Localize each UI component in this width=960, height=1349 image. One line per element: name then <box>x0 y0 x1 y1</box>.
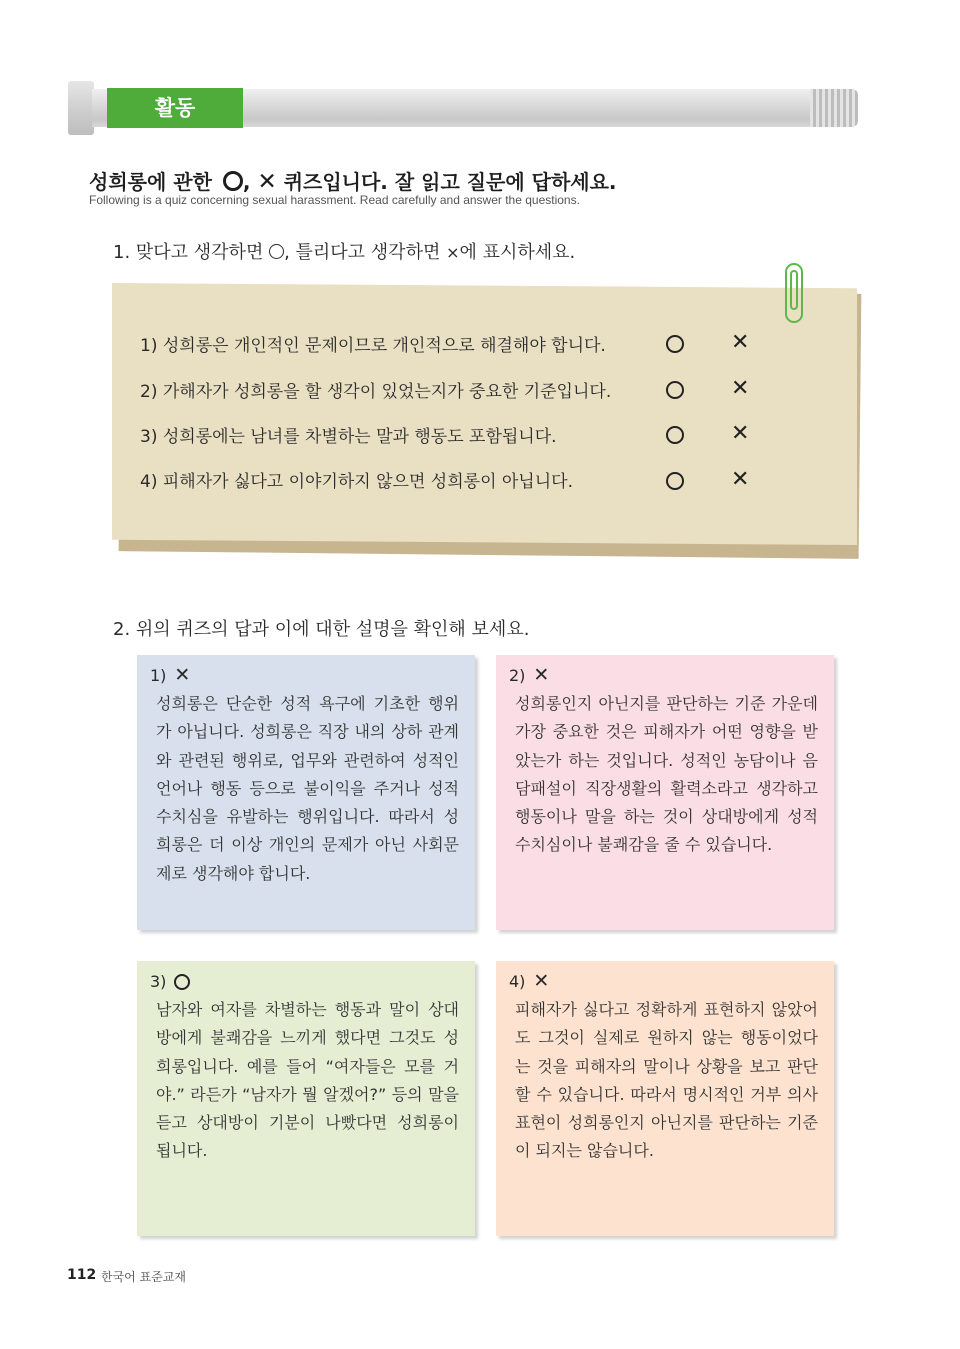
quiz-item-4: 4) 피해자가 싫다고 이야기하지 않으면 성희롱이 아닙니다. <box>140 472 573 492</box>
o-mark-icon <box>174 974 190 990</box>
question-1-before: 1. 맞다고 생각하면 <box>113 242 264 263</box>
answer-x-option-1[interactable]: ✕ <box>731 330 750 355</box>
answer-card-1-text: 성희롱은 단순한 성적 욕구에 기초한 행위가 아닙니다. 성희롱은 직장 내의 상하 관계와 관련된 행위로, 업무와 관련하여 성적인 언어나 행동 등으로 불이익을 주거나 성적 수치심을 유발하는 행위입니다. 따라서 성희롱은 더 이상 개인의 문제가 아닌 사회문제로 생각해야 합니다. <box>156 694 459 883</box>
answer-number: 4) <box>509 972 526 991</box>
book-title: 한국어 표준교재 <box>101 1270 186 1284</box>
answer-card-2-text: 성희롱인지 아닌지를 판단하는 기준 가운데 가장 중요한 것은 피해자가 어떤 영향을 받았는가 하는 것입니다. 성적인 농담이나 음담패설이 직장생활의 활력소라고 생각하고 행동이나 말을 하는 것이 상대방에게 성적 수치심이나 불쾌감을 줄 수 있습니다. <box>515 694 818 855</box>
answer-number: 2) <box>509 666 526 685</box>
answer-number: 3) <box>150 972 167 991</box>
section-subtitle-english: Following is a quiz concerning sexual harassment. Read carefully and answer the questions. <box>89 193 580 207</box>
question-2: 2. 위의 퀴즈의 답과 이에 대한 설명을 확인해 보세요. <box>113 619 530 640</box>
answer-o-option-1[interactable] <box>666 335 684 353</box>
answer-card-4-header <box>509 972 549 991</box>
circle-symbol-icon <box>223 171 243 191</box>
answer-o-option-2[interactable] <box>666 381 684 399</box>
section-title: 성희롱에 관한 , ✕ 퀴즈입니다. 잘 읽고 질문에 답하세요. <box>89 169 617 195</box>
quiz-item-2: 2) 가해자가 성희롱을 할 생각이 있었는지가 중요한 기준입니다. <box>140 382 612 402</box>
title-part-2: 퀴즈입니다. 잘 읽고 질문에 답하세요. <box>283 170 617 194</box>
cross-symbol-icon: × <box>446 243 460 262</box>
answer-o-option-4[interactable] <box>666 472 684 490</box>
question-1-after: 에 표시하세요. <box>459 242 576 263</box>
answer-card-2-header <box>509 666 549 685</box>
answer-x-option-3[interactable]: ✕ <box>731 421 750 446</box>
question-1-middle: , 틀리다고 생각하면 <box>284 242 441 263</box>
answer-card-4-text: 피해자가 싫다고 정확하게 표현하지 않았어도 그것이 실제로 원하지 않는 행동이었다는 것을 피해자의 말이나 상황을 보고 판단할 수 있습니다. 따라서 명시적인 거부 의사 표현이 성희롱인지 아닌지를 판단하는 기준이 되지는 않습니다. <box>515 1000 818 1161</box>
circle-symbol-icon <box>269 244 284 259</box>
activity-label: 활동 <box>107 88 243 128</box>
x-mark-icon: ✕ <box>533 664 550 686</box>
quiz-item-3: 3) 성희롱에는 남녀를 차별하는 말과 행동도 포함됩니다. <box>140 427 557 447</box>
quiz-paper-panel <box>112 283 857 545</box>
answer-card-1-header <box>150 666 190 685</box>
answer-number: 1) <box>150 666 167 685</box>
x-mark-icon: ✕ <box>174 664 191 686</box>
bolt-head-decoration <box>68 81 94 135</box>
answer-card-3-header <box>150 972 190 991</box>
cross-symbol-icon: ✕ <box>257 169 277 195</box>
title-part-1: 성희롱에 관한 <box>89 170 212 194</box>
x-mark-icon: ✕ <box>533 970 550 992</box>
bolt-thread-decoration <box>810 89 858 127</box>
answer-x-option-4[interactable]: ✕ <box>731 467 750 492</box>
page-number: 112 <box>67 1267 97 1283</box>
answer-card-3-text: 남자와 여자를 차별하는 행동과 말이 상대방에게 불쾌감을 느끼게 했다면 그것도 성희롱입니다. 예를 들어 “여자들은 모를 거야.” 라든가 “남자가 뭘 알겠어?” 등의 말을 듣고 상대방이 기분이 나빴다면 성희롱이 됩니다. <box>156 1000 459 1161</box>
quiz-item-1: 1) 성희롱은 개인적인 문제이므로 개인적으로 해결해야 합니다. <box>140 336 606 356</box>
answer-x-option-2[interactable]: ✕ <box>731 376 750 401</box>
paperclip-inner-icon <box>790 270 798 310</box>
question-1 <box>113 238 575 264</box>
answer-o-option-3[interactable] <box>666 426 684 444</box>
